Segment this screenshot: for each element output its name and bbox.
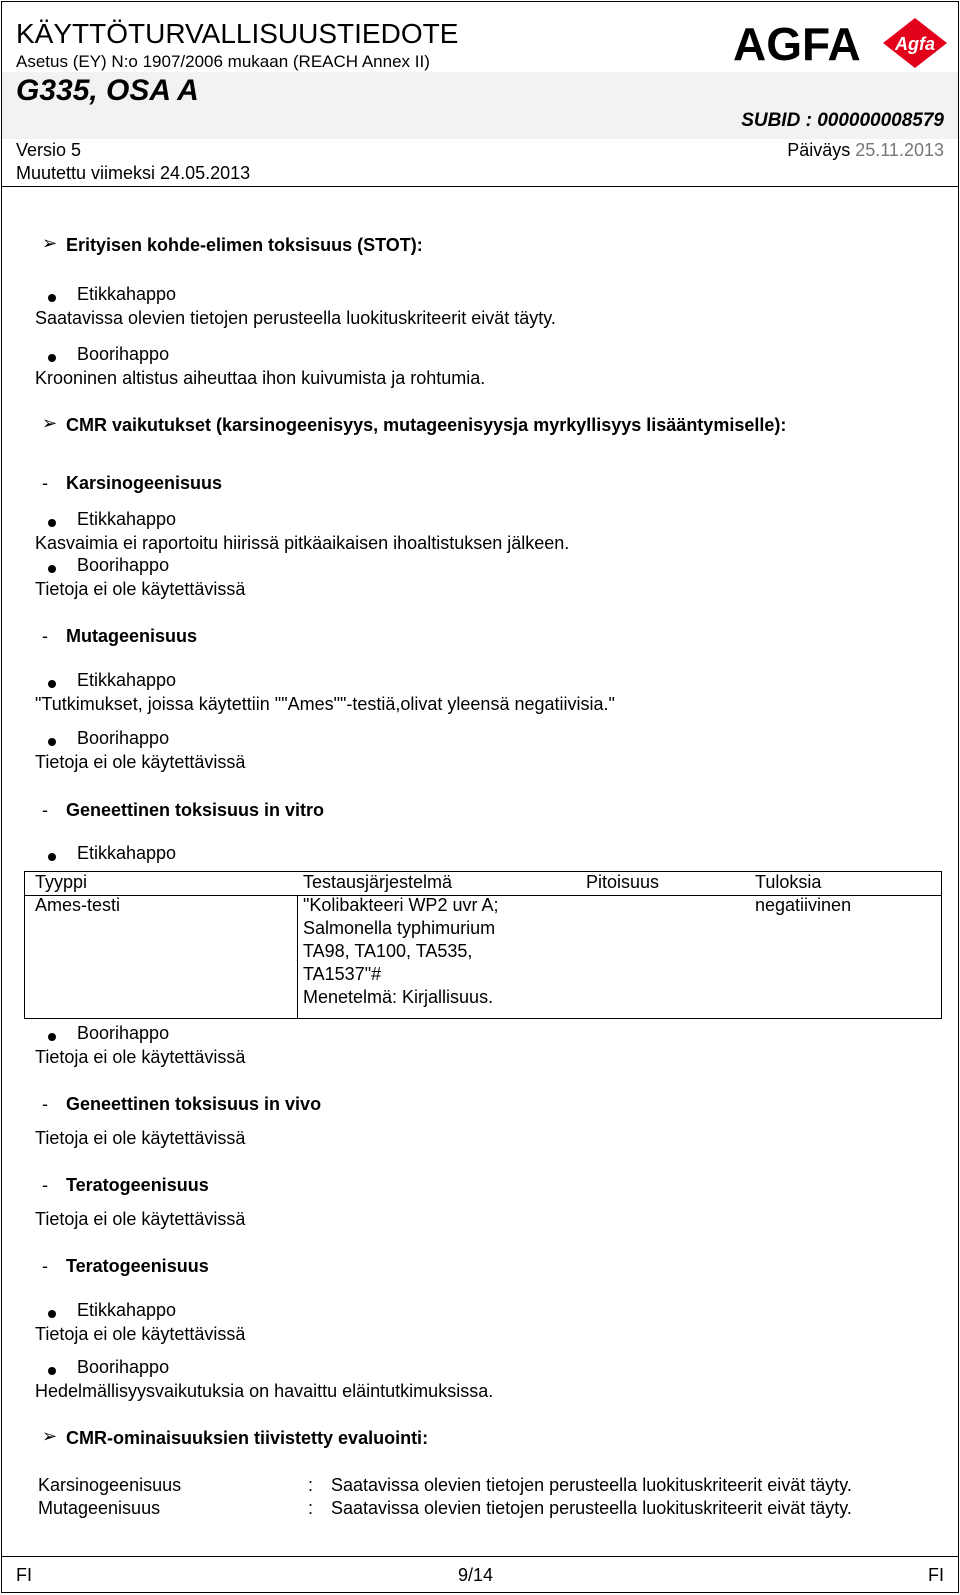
- bullet-icon: [48, 1310, 56, 1318]
- date-value: 25.11.2013: [855, 140, 944, 160]
- terat2-heading: Teratogeenisuus: [66, 1256, 209, 1276]
- table-divider: [297, 895, 298, 1018]
- stot-heading: Erityisen kohde-elimen toksisuus (STOT):: [66, 235, 423, 255]
- bullet-icon: [48, 738, 56, 746]
- footer-lang-left: FI: [16, 1565, 32, 1585]
- bullet-icon: [48, 853, 56, 861]
- bullet-icon: [48, 519, 56, 527]
- stot-boric-text: Krooninen altistus aiheuttaa ihon kuivumista ja rohtumia.: [35, 368, 486, 388]
- gen-vitro-boric-text: Tietoja ei ole käytettävissä: [35, 1047, 246, 1067]
- issue-date: [787, 140, 944, 161]
- bullet-icon: [48, 294, 56, 302]
- summary-value: Saatavissa olevien tietojen perusteella luokituskriteerit eivät täyty.: [331, 1498, 852, 1518]
- table-header: Tuloksia: [755, 872, 822, 892]
- table-header: Tyyppi: [35, 872, 88, 892]
- document-header: [2, 2, 958, 187]
- table-cell-system: "Kolibakteeri WP2 uvr A;: [303, 895, 499, 915]
- gen-vitro-acetic: Etikkahappo: [77, 843, 177, 863]
- document-page: [1, 1, 959, 1593]
- bullet-icon: [48, 1033, 56, 1041]
- stot-acetic-text: Saatavissa olevien tietojen perusteella luokituskriteerit eivät täyty.: [35, 308, 556, 328]
- gen-vitro-boric: Boorihappo: [77, 1023, 170, 1043]
- dash: -: [42, 626, 48, 646]
- summary-sep: :: [308, 1475, 314, 1495]
- terat1-heading: Teratogeenisuus: [66, 1175, 209, 1195]
- bullet-icon: [48, 1367, 56, 1375]
- gen-vitro-heading: Geneettinen toksisuus in vitro: [66, 800, 325, 820]
- page-footer: [2, 1556, 958, 1593]
- mut-acetic-text: "Tutkimukset, joissa käytettiin ""Ames""-testiä,olivat yleensä negatiivisia.": [35, 694, 615, 714]
- product-name: G335, OSA A: [16, 74, 199, 107]
- logo-wordmark: AGFA: [733, 18, 861, 70]
- dash: -: [42, 1175, 48, 1195]
- stot-acetic: Etikkahappo: [77, 284, 177, 304]
- table-cell-system: TA98, TA100, TA535,: [303, 941, 473, 961]
- agfa-logo: [733, 16, 948, 70]
- table-cell-type: Ames-testi: [35, 895, 121, 915]
- section-arrow-icon: ➢: [42, 1426, 58, 1446]
- table-cell-system: Menetelmä: Kirjallisuus.: [303, 987, 494, 1007]
- logo-badge: Agfa: [895, 34, 935, 54]
- carc-heading: Karsinogeenisuus: [66, 473, 223, 493]
- page-number: 9/14: [458, 1565, 494, 1585]
- gen-vivo-heading: Geneettinen toksisuus in vivo: [66, 1094, 322, 1114]
- summary-label: Mutageenisuus: [38, 1498, 161, 1518]
- footer-lang-right: FI: [928, 1565, 944, 1585]
- version: Versio 5: [16, 140, 82, 160]
- dash: -: [42, 1094, 48, 1114]
- summary-value: Saatavissa olevien tietojen perusteella luokituskriteerit eivät täyty.: [331, 1475, 852, 1495]
- doc-title: KÄYTTÖTURVALLISUUSTIEDOTE: [16, 18, 459, 49]
- terat2-boric: Boorihappo: [77, 1357, 170, 1377]
- subid: SUBID : 000000008579: [741, 110, 944, 131]
- carc-boric: Boorihappo: [77, 555, 170, 575]
- bullet-icon: [48, 565, 56, 573]
- stot-boric: Boorihappo: [77, 344, 170, 364]
- summary-label: Karsinogeenisuus: [38, 1475, 182, 1495]
- bullet-icon: [48, 680, 56, 688]
- cmr-heading: CMR vaikutukset (karsinogeenisyys, mutageenisyysja myrkyllisyys lisääntymiselle):: [66, 415, 787, 435]
- terat2-acetic: Etikkahappo: [77, 1300, 177, 1320]
- table-header: Pitoisuus: [586, 872, 660, 892]
- section-arrow-icon: ➢: [42, 233, 58, 253]
- mut-boric: Boorihappo: [77, 728, 170, 748]
- carc-acetic: Etikkahappo: [77, 509, 177, 529]
- bullet-icon: [48, 354, 56, 362]
- gen-vivo-text: Tietoja ei ole käytettävissä: [35, 1128, 246, 1148]
- summary-heading: CMR-ominaisuuksien tiivistetty evaluointi:: [66, 1428, 429, 1448]
- dash: -: [42, 800, 48, 820]
- mut-boric-text: Tietoja ei ole käytettävissä: [35, 752, 246, 772]
- table-cell-system: Salmonella typhimurium: [303, 918, 496, 938]
- regulation-text: Asetus (EY) N:o 1907/2006 mukaan (REACH Annex II): [16, 52, 430, 71]
- mut-heading: Mutageenisuus: [66, 626, 198, 646]
- mut-acetic: Etikkahappo: [77, 670, 177, 690]
- table-cell-system: TA1537"#: [303, 964, 382, 984]
- terat2-acetic-text: Tietoja ei ole käytettävissä: [35, 1324, 246, 1344]
- dash: -: [42, 1256, 48, 1276]
- carc-acetic-text: Kasvaimia ei raportoitu hiirissä pitkäaikaisen ihoaltistuksen jälkeen.: [35, 533, 570, 553]
- date-label: Päiväys: [787, 140, 851, 160]
- genotox-table: [24, 871, 942, 1019]
- summary-sep: :: [308, 1498, 314, 1518]
- terat1-text: Tietoja ei ole käytettävissä: [35, 1209, 246, 1229]
- dash: -: [42, 473, 48, 493]
- section-arrow-icon: ➢: [42, 413, 58, 433]
- table-header: Testausjärjestelmä: [303, 872, 453, 892]
- carc-boric-text: Tietoja ei ole käytettävissä: [35, 579, 246, 599]
- modified-date: Muutettu viimeksi 24.05.2013: [16, 163, 251, 183]
- terat2-boric-text: Hedelmällisyysvaikutuksia on havaittu eläintutkimuksissa.: [35, 1381, 494, 1401]
- table-cell-result: negatiivinen: [755, 895, 852, 915]
